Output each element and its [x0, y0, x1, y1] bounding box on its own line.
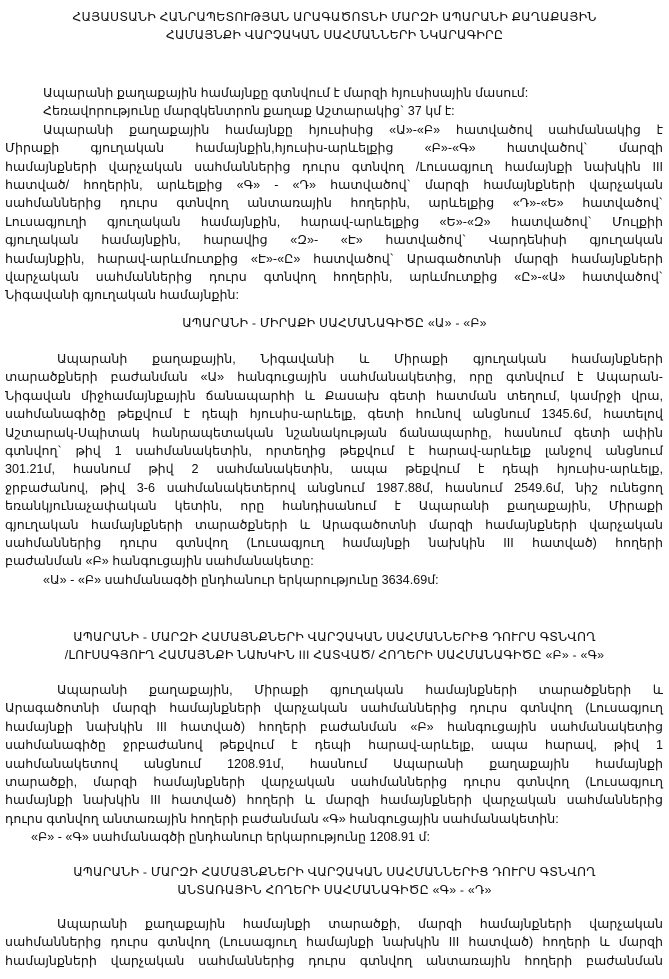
- heading-line: ԱՊԱՐԱՆԻ - ՄԻՐԱՔԻ ՍԱՀՄԱՆԱԳԻԾԸ «Ա» - «Բ»: [182, 316, 487, 330]
- text-line: վարչական սահմաններից դուրս գտնվող հողերին, արևմուտքից «Ը»-«Ա» հատվածով`: [5, 270, 663, 285]
- text-line: սահմաններից դուրս գտնվող (Լուսագյուղ համայնքի նախկին III հատված) հողերի և մարզի: [5, 935, 663, 950]
- text-line: համայնքների վարչական սահմաններից դուրս գտնվող անտառային հողերի բաժանման: [5, 953, 663, 968]
- text-line: Արագածոտնի մարզի համայնքների վարչական սահմաններից դուրս գտնվող (Լուսագյուղ: [5, 701, 663, 716]
- text-line: Նիգավանի գյուղական համայնքին:: [5, 288, 239, 303]
- text-line: համայնքին, հարավ-արևմուտքից «Է»-«Ը» հատվածով` Արագածոտնի մարզի համայնքների: [5, 251, 663, 266]
- text-line: դուրս գտնվող անտառային հողերի բաժանման «Գ» հանգուցային սահմանակետին:: [5, 811, 559, 826]
- text-line: սահմանակետով անցնում 1208.91մ, հասնում Ապարանի քաղաքային համայնքի: [5, 756, 663, 771]
- text-line: Աշտարակ-Սպիտակ հանրապետական նշանակության ճանապարհը, հասնում գետի ափին: [5, 425, 663, 440]
- title-line: ՀԱՄԱՅՆՔԻ ՎԱՐՉԱԿԱՆ ՍԱՀՄԱՆՆԵՐԻ ՆԿԱՐԱԳԻՐԸ: [165, 28, 504, 42]
- section-body-b-g: [5, 681, 663, 847]
- text-line: գյուղական համայնքին, հարավից «Զ»- «Է» հատվածով` Վարդենիսի գյուղական: [5, 233, 663, 248]
- text-line: բաժանման «Բ» հանգուցային սահմանակետը:: [5, 554, 314, 569]
- section-body-g-d: [5, 915, 663, 970]
- text-line: եռանկյունաչափական կետին, որը հանդիսանում է Ապարանի քաղաքային, Միրաքի: [5, 499, 663, 514]
- document-title: [0, 8, 669, 44]
- text-line: ջրբաժանով, թիվ 3-6 սահմանակետերով անցնում 1987.88մ, հասնում 2549.6մ, նիշ ունեցող: [5, 480, 663, 495]
- text-line: Ապարանի քաղաքային համայնքը հյուսիսից «Ա»-«Բ» հատվածով սահմանակից է: [43, 122, 663, 137]
- text-line: տարածքների բաժանման «Ա» հանգուցային սահմանակետից, որը գտնվում է Ապարան-: [5, 370, 663, 385]
- text-line: գտնվող` թիվ 1 սահմանակետին, որտեղից թեքվում է հարավ-արևելք լանջով անցնում: [5, 444, 663, 459]
- text-line: համայնքի նախկին III հատված) հողերի և մարզի համայնքների վարչական սահմաններից: [5, 793, 663, 808]
- text-line: Ապարանի քաղաքային համայնքի տարածքի, մարզի համայնքների վարչական: [57, 917, 663, 931]
- heading-line: ԱՆՏԱՌԱՅԻՆ ՀՈՂԵՐԻ ՍԱՀՄԱՆԱԳԻԾԸ «Գ» - «Դ»: [177, 883, 492, 897]
- heading-line: ԱՊԱՐԱՆԻ - ՄԱՐԶԻ ՀԱՄԱՅՆՔՆԵՐԻ ՎԱՐՉԱԿԱՆ ՍԱՀՄԱՆՆԵՐԻՑ ԴՈՒՐՍ ԳՏՆՎՈՂ: [73, 865, 596, 879]
- section-summary: «Ա» - «Բ» սահմանագծի ընդհանուր երկարությունը 3634.69մ:: [43, 572, 439, 587]
- section-heading-g-d: [0, 863, 669, 899]
- title-line: ՀԱՅԱՍՏԱՆԻ ՀԱՆՐԱՊԵՏՈՒԹՅԱՆ ԱՐԱԳԱԾՈՏՆԻ ՄԱՐԶԻ ԱՊԱՐԱՆԻ ՔԱՂԱՔԱՅԻՆ: [72, 10, 597, 24]
- text-line: սահմաններից դուրս գտնվող անտառային հողերին, արևելքից «Դ»-«Ե» հատվածով`: [5, 196, 663, 211]
- section-body-a-b: [5, 350, 663, 589]
- text-line: սահմանագիծը թեքվում է դեպի հյուսիս-արևելք, գետի հունով անցնում 1345.6մ, հատելով: [5, 407, 663, 422]
- heading-line: ԱՊԱՐԱՆԻ - ՄԱՐԶԻ ՀԱՄԱՅՆՔՆԵՐԻ ՎԱՐՉԱԿԱՆ ՍԱՀՄԱՆՆԵՐԻՑ ԴՈՒՐՍ ԳՏՆՎՈՂ: [73, 630, 596, 644]
- text-line: Հեռավորությունը մարզկենտրոն քաղաք Աշտարակից` 37 կմ է:: [43, 104, 455, 119]
- text-line: Ապարանի քաղաքային, Նիգավանի և Միրաքի գյուղական համայնքների: [57, 352, 663, 366]
- text-line: համայնքների վարչական սահմաններից դուրս գտնվող /Լուսագյուղ համայնքի նախկին III: [5, 159, 663, 174]
- text-line: տարածքի, մարզի համայնքների վարչական սահմաններից դուրս գտնվող (Լուսագյուղ: [5, 775, 663, 790]
- section-summary: «Բ» - «Գ» սահմանագծի ընդհանուր երկարությունը 1208.91 մ:: [31, 830, 431, 845]
- text-line: սահմաններից դուրս գտնվող (Լուսագյուղ համայնքի նախկին III հատված) հողերի: [5, 536, 663, 551]
- section-heading-b-g: [0, 628, 669, 664]
- text-line: Միրաքի գյուղական համայնքին,հյուսիս-արևելքից «Բ»-«Գ» հատվածով` մարզի: [5, 141, 663, 156]
- text-line: Լուսագյուղի գյուղական համայնքին, հարավ-արևելքից «Ե»-«Զ» հատվածով` Մուլքիի: [5, 214, 663, 229]
- text-line: համայնքի նախկին III հատված) հողերի բաժանման «Բ» հանգուցային սահմանակետից: [5, 719, 663, 734]
- text-line: հատված/ հողերին, արևելքից «Գ» - «Դ» հատվածով` մարզի համայնքների վարչական: [5, 178, 663, 193]
- text-line: Ապարանի քաղաքային համայնքը գտնվում է մարզի հյուսիսային մասում:: [43, 86, 529, 100]
- heading-line: /ԼՈՒՍԱԳՅՈՒՂ ՀԱՄԱՅՆՔԻ ՆԱԽԿԻՆ III ՀԱՏՎԱԾ/ ՀՈՂԵՐԻ ՍԱՀՄԱՆԱԳԻԾԸ «Բ» - «Գ»: [64, 648, 605, 662]
- intro-paragraph: [5, 84, 663, 305]
- text-line: գյուղական համայնքների տարածքների և Արագածոտնի մարզի համայնքների վարչական: [5, 517, 663, 532]
- section-heading-a-b: [0, 314, 669, 332]
- text-line: 301.21մ, հասնում թիվ 2 սահմանակետին, ապա թեքվում է դեպի հյուսիս-արևելք,: [5, 462, 663, 477]
- text-line: սահմանագիծը ջրբաժանով թեքվում է դեպի հարավ-արևելք, ապա հարավ, թիվ 1: [5, 738, 663, 753]
- text-line: Ապարանի քաղաքային, Միրաքի գյուղական համայնքների տարածքների և: [57, 683, 663, 697]
- text-line: Նիգավան միջհամայնքային ճանապարհի և Քասախ գետի հատման տեղում, կամրջի վրա,: [5, 388, 663, 403]
